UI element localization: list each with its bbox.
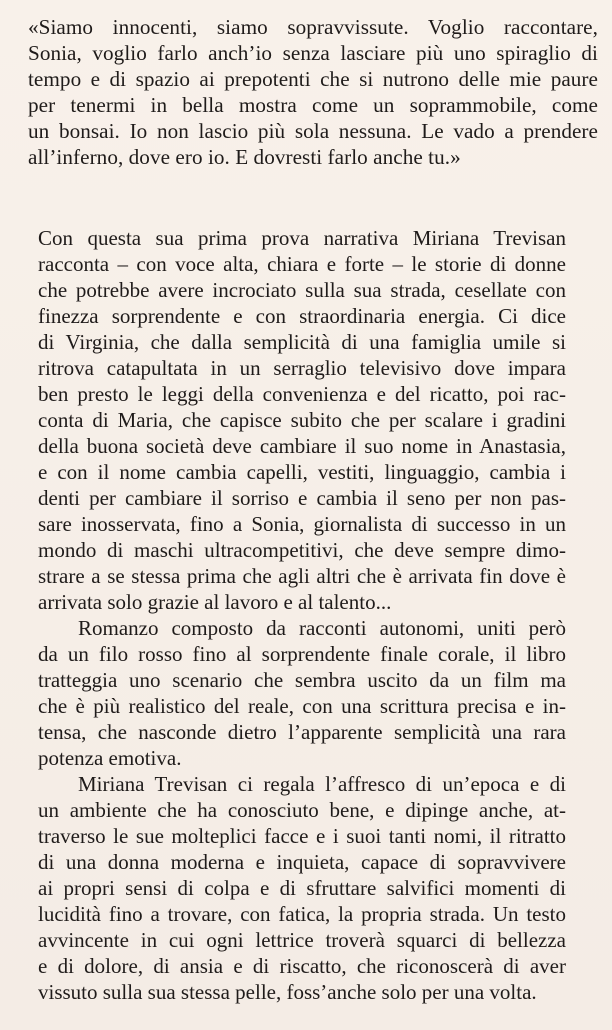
- synopsis-text: [38, 225, 566, 1005]
- paragraph-line: potenza emotiva.: [38, 746, 182, 770]
- synopsis-paragraph-2: [38, 615, 566, 771]
- paragraph-line: arrivata solo grazie al lavoro e al talento...: [38, 590, 392, 614]
- paragraph-line: che è più realistico del reale, con una scrittura precisa e in-: [38, 694, 566, 718]
- quote-line: Sonia, voglio farlo anch’io senza lasciare più uno spiraglio di: [28, 41, 598, 65]
- paragraph-line: di una donna moderna e inquieta, capace di sopravvivere: [38, 850, 566, 874]
- paragraph-line: racconta – con voce alta, chiara e forte – le storie di donne: [38, 252, 566, 276]
- paragraph-line: di Virginia, che dalla semplicità di una famiglia umile si: [38, 330, 566, 354]
- paragraph-line: mondo di maschi ultracompetitivi, che deve sempre dimo-: [38, 538, 566, 562]
- paragraph-line: denti per cambiare il sorriso e cambia il seno per non pas-: [38, 486, 566, 510]
- paragraph-line: finezza sorprendente e con straordinaria energia. Ci dice: [38, 304, 566, 328]
- opening-quote: [28, 14, 598, 170]
- quote-line: tempo e di spazio ai prepotenti che si nutrono delle mie paure: [28, 67, 598, 91]
- paragraph-line: Con questa sua prima prova narrativa Miriana Trevisan: [38, 226, 566, 250]
- quote-line: «Siamo innocenti, siamo sopravvissute. Voglio raccontare,: [28, 15, 598, 39]
- paragraph-line: sare inosservata, fino a Sonia, giornalista di successo in un: [38, 512, 566, 536]
- paragraph-line: da un filo rosso fino al sorprendente finale corale, il libro: [38, 642, 566, 666]
- paragraph-line: conta di Maria, che capisce subito che per scalare i gradini: [38, 408, 566, 432]
- paragraph-line: tratteggia uno scenario che sembra uscito da un film ma: [38, 668, 566, 692]
- synopsis-paragraph-3: [38, 771, 566, 1005]
- paragraph-line: ben presto le leggi della convenienza e del ricatto, poi rac-: [38, 382, 566, 406]
- paragraph-line: ritrova catapultata in un serraglio televisivo dove impara: [38, 356, 566, 380]
- paragraph-line: un ambiente che ha conosciuto bene, e dipinge anche, at-: [38, 798, 566, 822]
- paragraph-line: Miriana Trevisan ci regala l’affresco di un’epoca e di: [78, 772, 566, 796]
- paragraph-line: e con il nome cambia capelli, vestiti, linguaggio, cambia i: [38, 460, 566, 484]
- paragraph-line: lucidità fino a trovare, con fatica, la propria strada. Un testo: [38, 902, 566, 926]
- quote-line: per tenermi in bella mostra come un soprammobile, come: [28, 93, 598, 117]
- quote-line: all’inferno, dove ero io. E dovresti farlo anche tu.»: [28, 145, 461, 169]
- paragraph-line: avvincente in cui ogni lettrice troverà squarci di bellezza: [38, 928, 566, 952]
- paragraph-line: Romanzo composto da racconti autonomi, uniti però: [78, 616, 566, 640]
- paragraph-line: che potrebbe avere incrociato sulla sua strada, cesellate con: [38, 278, 566, 302]
- paragraph-line: ai propri sensi di colpa e di sfruttare salvifici momenti di: [38, 876, 566, 900]
- paragraph-line: della buona società deve cambiare il suo nome in Anastasia,: [38, 434, 566, 458]
- paragraph-line: tensa, che nasconde dietro l’apparente semplicità una rara: [38, 720, 566, 744]
- paragraph-line: e di dolore, di ansia e di riscatto, che riconoscerà di aver: [38, 954, 566, 978]
- paragraph-line: vissuto sulla sua stessa pelle, foss’anche solo per una volta.: [38, 980, 537, 1004]
- paragraph-line: strare a se stessa prima che agli altri che è arrivata fin dove è: [38, 564, 566, 588]
- quote-line: un bonsai. Io non lascio più sola nessuna. Le vado a prendere: [28, 119, 598, 143]
- synopsis-paragraph-1: [38, 225, 566, 615]
- paragraph-line: traverso le sue molteplici facce e i suoi tanti nomi, il ritratto: [38, 824, 566, 848]
